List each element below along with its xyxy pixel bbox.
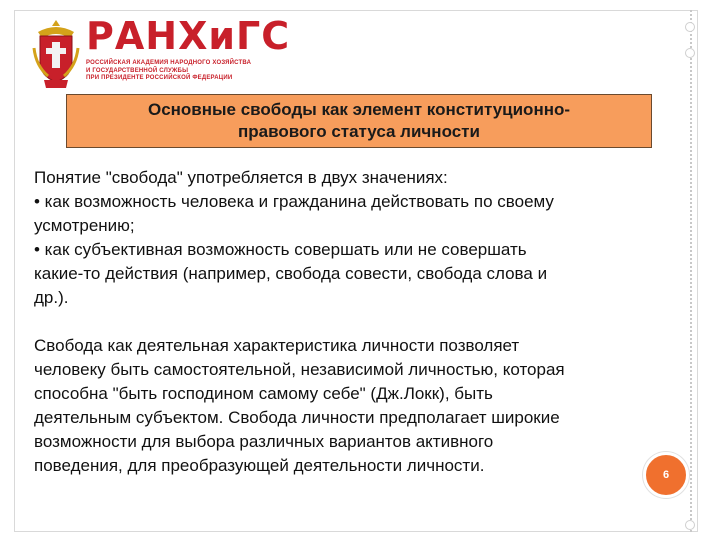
page-number-badge: 6 (643, 452, 689, 498)
logo-subtitle-line: ПРИ ПРЕЗИДЕНТЕ РОССИЙСКОЙ ФЕДЕРАЦИИ (86, 75, 233, 81)
slide-body (34, 166, 664, 478)
body-line: способна "быть господином самому себе" (Дж.Локк), быть (34, 384, 493, 403)
slide-title-box (66, 94, 652, 148)
rail-dot-bottom (685, 520, 695, 530)
body-line: деятельным субъектом. Свобода личности предполагает широкие (34, 408, 560, 427)
logo-text (86, 14, 291, 83)
logo-subtitle (86, 60, 252, 83)
body-line: • как субъективная возможность совершать или не совершать (34, 240, 527, 259)
body-line: человеку быть самостоятельной, независимой личностью, которая (34, 360, 565, 379)
paragraph-gap (34, 310, 664, 334)
logo-emblem-icon (30, 18, 82, 90)
logo-name: РАНХиГС (86, 14, 291, 58)
body-line: Свобода как деятельная характеристика личности позволяет (34, 336, 520, 355)
body-line: какие-то действия (например, свобода совести, свобода слова и (34, 264, 548, 283)
slide-title-line: Основные свободы как элемент конституционно- (147, 100, 571, 119)
body-line: • как возможность человека и гражданина действовать по своему (34, 192, 554, 211)
body-line: усмотрению; (34, 216, 135, 235)
right-border-rail (690, 10, 692, 532)
slide-title (144, 99, 574, 143)
slide-title-line: правового статуса личности (238, 122, 480, 141)
body-line: Понятие "свобода" употребляется в двух значениях: (34, 168, 448, 187)
logo-subtitle-line: РОССИЙСКАЯ АКАДЕМИЯ НАРОДНОГО ХОЗЯЙСТВА (86, 60, 252, 66)
rail-dot-top (685, 22, 695, 32)
rail-dot-mid (685, 48, 695, 58)
body-line: поведения, для преобразующей деятельности личности. (34, 456, 485, 475)
body-line: др.). (34, 288, 69, 307)
body-line: возможности для выбора различных вариантов активного (34, 432, 494, 451)
logo-subtitle-line: И ГОСУДАРСТВЕННОЙ СЛУЖБЫ (86, 67, 189, 74)
